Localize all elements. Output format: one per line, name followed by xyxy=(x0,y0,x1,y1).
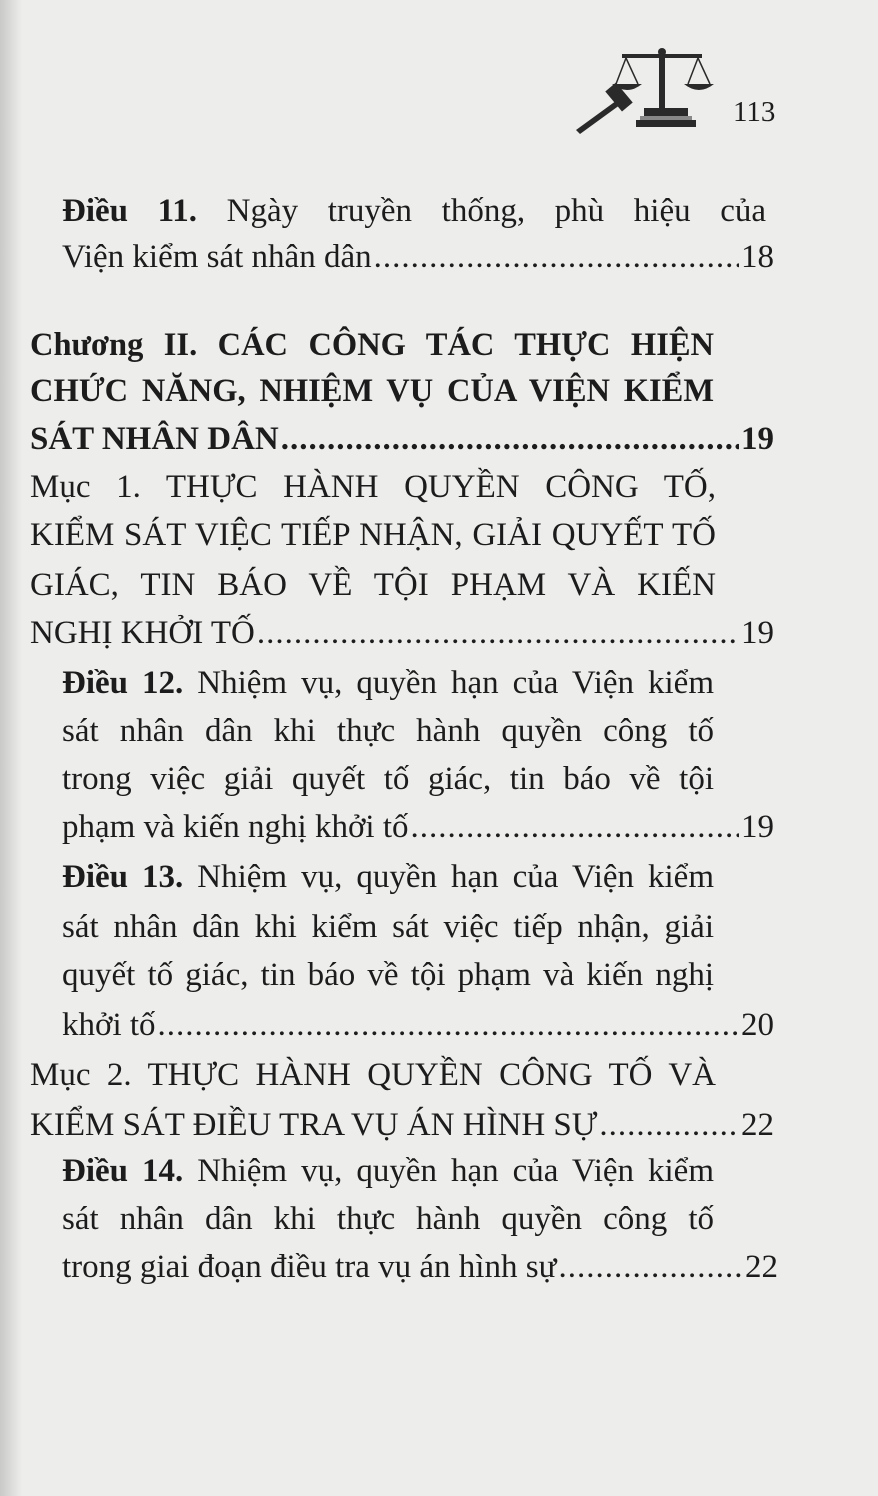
toc-entry-article-13-line-2: sát nhân dân khi kiểm sát việc tiếp nhận, giải xyxy=(62,909,714,945)
toc-entry-article-11-line-1 xyxy=(62,188,766,234)
entry-page-number: 19 xyxy=(741,809,774,845)
dot-leader xyxy=(374,234,739,280)
dot-leader xyxy=(558,1244,743,1290)
article-title: Nhiệm vụ, quyền hạn của Viện kiểm xyxy=(183,665,714,701)
toc-entry-article-14-line-2: sát nhân dân khi thực hành quyền công tố xyxy=(62,1201,714,1237)
entry-page-number: 19 xyxy=(741,615,774,651)
dot-leader xyxy=(410,804,739,850)
toc-entry-article-14-line-3[interactable] xyxy=(62,1244,778,1290)
entry-page-number: 22 xyxy=(745,1249,778,1285)
article-label: Điều 12. xyxy=(62,665,184,701)
toc-entry-article-12-line-2: sát nhân dân khi thực hành quyền công tố xyxy=(62,713,714,749)
dot-leader xyxy=(257,610,739,656)
dot-leader xyxy=(281,416,739,462)
toc-section-1-line-4[interactable] xyxy=(30,610,774,656)
entry-page-number: 20 xyxy=(741,1007,774,1043)
page-number: 113 xyxy=(733,96,776,128)
toc-section-1-line-3: GIÁC, TIN BÁO VỀ TỘI PHẠM VÀ KIẾN xyxy=(30,567,716,603)
article-title: Nhiệm vụ, quyền hạn của Viện kiểm xyxy=(183,1153,714,1189)
toc-chapter-2-line-3[interactable] xyxy=(30,416,774,462)
article-title: Ngày truyền thống, phù hiệu của xyxy=(197,193,766,229)
dot-leader xyxy=(158,1002,739,1048)
toc-entry-article-11-line-2[interactable] xyxy=(62,234,774,280)
toc-entry-article-13-line-1 xyxy=(62,854,714,900)
entry-page-number: 18 xyxy=(741,239,774,275)
toc-entry-article-12-line-4[interactable] xyxy=(62,804,774,850)
toc-entry-article-13-line-4[interactable] xyxy=(62,1002,774,1048)
entry-text: khởi tố xyxy=(62,1007,156,1043)
toc-section-2-line-2[interactable] xyxy=(30,1102,774,1148)
entry-text: phạm và kiến nghị khởi tố xyxy=(62,809,409,845)
dot-leader xyxy=(599,1102,739,1148)
page-gutter-shadow xyxy=(0,0,22,1496)
toc-entry-article-12-line-3: trong việc giải quyết tố giác, tin báo về tội xyxy=(62,761,714,797)
scales-of-justice-icon xyxy=(572,44,722,134)
article-title: Nhiệm vụ, quyền hạn của Viện kiểm xyxy=(183,859,714,895)
toc-section-2-line-1: Mục 2. THỰC HÀNH QUYỀN CÔNG TỐ VÀ xyxy=(30,1057,716,1093)
toc-chapter-2-line-1: Chương II. CÁC CÔNG TÁC THỰC HIỆN xyxy=(30,327,714,363)
toc-entry-article-14-line-1 xyxy=(62,1148,714,1194)
article-label: Điều 11. xyxy=(62,193,198,229)
toc-entry-article-12-line-1 xyxy=(62,660,714,706)
entry-text: trong giai đoạn điều tra vụ án hình sự xyxy=(62,1249,557,1285)
toc-section-1-line-2: KIỂM SÁT VIỆC TIẾP NHẬN, GIẢI QUYẾT TỐ xyxy=(30,517,716,553)
entry-page-number: 22 xyxy=(741,1107,774,1143)
entry-text: Viện kiểm sát nhân dân xyxy=(62,239,372,275)
article-label: Điều 14. xyxy=(62,1153,184,1189)
toc-section-1-line-1: Mục 1. THỰC HÀNH QUYỀN CÔNG TỐ, xyxy=(30,469,716,505)
entry-text: KIỂM SÁT ĐIỀU TRA VỤ ÁN HÌNH SỰ xyxy=(30,1107,598,1143)
entry-text: NGHỊ KHỞI TỐ xyxy=(30,615,255,651)
article-label: Điều 13. xyxy=(62,859,184,895)
entry-text: SÁT NHÂN DÂN xyxy=(30,421,279,457)
entry-page-number: 19 xyxy=(741,421,774,457)
toc-chapter-2-line-2: CHỨC NĂNG, NHIỆM VỤ CỦA VIỆN KIỂM xyxy=(30,373,714,409)
toc-entry-article-13-line-3: quyết tố giác, tin báo về tội phạm và kiến nghị xyxy=(62,957,714,993)
